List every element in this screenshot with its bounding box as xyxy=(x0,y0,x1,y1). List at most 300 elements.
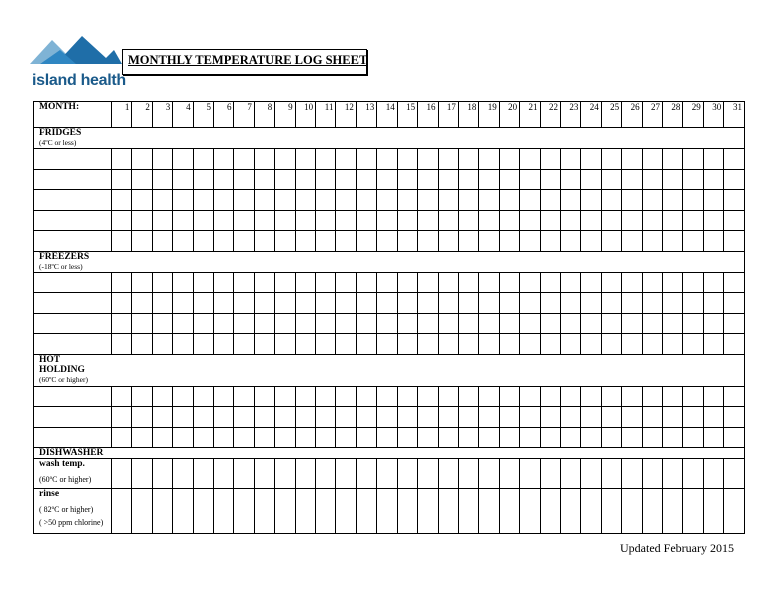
log-cell[interactable] xyxy=(601,407,621,428)
log-cell[interactable] xyxy=(152,407,172,428)
log-cell[interactable] xyxy=(438,459,458,489)
log-cell[interactable] xyxy=(560,190,580,211)
log-cell[interactable] xyxy=(662,210,682,231)
log-cell[interactable] xyxy=(642,210,662,231)
log-cell[interactable] xyxy=(316,427,336,448)
log-cell[interactable] xyxy=(418,272,438,293)
log-cell[interactable] xyxy=(254,293,274,314)
log-cell[interactable] xyxy=(295,459,315,489)
log-cell[interactable] xyxy=(560,169,580,190)
log-cell[interactable] xyxy=(132,169,152,190)
log-cell[interactable] xyxy=(397,427,417,448)
log-cell[interactable] xyxy=(520,190,540,211)
row-label-cell[interactable] xyxy=(34,231,112,252)
log-cell[interactable] xyxy=(356,231,376,252)
log-cell[interactable] xyxy=(112,293,132,314)
log-cell[interactable] xyxy=(601,386,621,407)
log-cell[interactable] xyxy=(152,334,172,355)
log-cell[interactable] xyxy=(458,489,478,534)
log-cell[interactable] xyxy=(662,272,682,293)
log-cell[interactable] xyxy=(193,407,213,428)
log-cell[interactable] xyxy=(275,313,295,334)
log-cell[interactable] xyxy=(662,313,682,334)
log-cell[interactable] xyxy=(173,313,193,334)
log-cell[interactable] xyxy=(479,190,499,211)
log-cell[interactable] xyxy=(418,489,438,534)
log-cell[interactable] xyxy=(132,293,152,314)
log-cell[interactable] xyxy=(642,231,662,252)
log-cell[interactable] xyxy=(295,210,315,231)
log-cell[interactable] xyxy=(295,489,315,534)
log-cell[interactable] xyxy=(356,190,376,211)
log-cell[interactable] xyxy=(724,427,745,448)
log-cell[interactable] xyxy=(132,407,152,428)
log-cell[interactable] xyxy=(295,169,315,190)
log-cell[interactable] xyxy=(622,210,642,231)
log-cell[interactable] xyxy=(316,313,336,334)
log-cell[interactable] xyxy=(275,231,295,252)
log-cell[interactable] xyxy=(724,489,745,534)
log-cell[interactable] xyxy=(152,149,172,170)
log-cell[interactable] xyxy=(173,293,193,314)
log-cell[interactable] xyxy=(438,386,458,407)
log-cell[interactable] xyxy=(336,169,356,190)
log-cell[interactable] xyxy=(438,334,458,355)
log-cell[interactable] xyxy=(418,190,438,211)
log-cell[interactable] xyxy=(560,149,580,170)
log-cell[interactable] xyxy=(724,313,745,334)
log-cell[interactable] xyxy=(152,190,172,211)
log-cell[interactable] xyxy=(356,489,376,534)
log-cell[interactable] xyxy=(683,231,703,252)
log-cell[interactable] xyxy=(377,386,397,407)
log-cell[interactable] xyxy=(520,334,540,355)
log-cell[interactable] xyxy=(234,272,254,293)
log-cell[interactable] xyxy=(152,272,172,293)
log-cell[interactable] xyxy=(724,293,745,314)
log-cell[interactable] xyxy=(377,293,397,314)
log-cell[interactable] xyxy=(132,489,152,534)
log-cell[interactable] xyxy=(662,427,682,448)
log-cell[interactable] xyxy=(499,407,519,428)
log-cell[interactable] xyxy=(642,169,662,190)
log-cell[interactable] xyxy=(724,272,745,293)
log-cell[interactable] xyxy=(479,293,499,314)
log-cell[interactable] xyxy=(601,272,621,293)
log-cell[interactable] xyxy=(499,190,519,211)
log-cell[interactable] xyxy=(254,169,274,190)
log-cell[interactable] xyxy=(234,427,254,448)
row-label-cell[interactable] xyxy=(34,169,112,190)
log-cell[interactable] xyxy=(642,407,662,428)
log-cell[interactable] xyxy=(214,489,234,534)
log-cell[interactable] xyxy=(540,386,560,407)
log-cell[interactable] xyxy=(724,149,745,170)
log-cell[interactable] xyxy=(234,334,254,355)
log-cell[interactable] xyxy=(581,313,601,334)
log-cell[interactable] xyxy=(581,459,601,489)
log-cell[interactable] xyxy=(540,489,560,534)
log-cell[interactable] xyxy=(356,334,376,355)
log-cell[interactable] xyxy=(703,149,723,170)
log-cell[interactable] xyxy=(275,149,295,170)
log-cell[interactable] xyxy=(724,386,745,407)
log-cell[interactable] xyxy=(581,169,601,190)
log-cell[interactable] xyxy=(724,190,745,211)
log-cell[interactable] xyxy=(683,313,703,334)
log-cell[interactable] xyxy=(234,210,254,231)
log-cell[interactable] xyxy=(336,334,356,355)
log-cell[interactable] xyxy=(520,231,540,252)
log-cell[interactable] xyxy=(642,272,662,293)
log-cell[interactable] xyxy=(132,386,152,407)
log-cell[interactable] xyxy=(356,272,376,293)
log-cell[interactable] xyxy=(601,427,621,448)
log-cell[interactable] xyxy=(214,459,234,489)
log-cell[interactable] xyxy=(336,386,356,407)
log-cell[interactable] xyxy=(458,386,478,407)
log-cell[interactable] xyxy=(418,427,438,448)
log-cell[interactable] xyxy=(601,293,621,314)
log-cell[interactable] xyxy=(316,231,336,252)
log-cell[interactable] xyxy=(397,386,417,407)
log-cell[interactable] xyxy=(173,427,193,448)
month-label-cell[interactable] xyxy=(34,102,112,128)
log-cell[interactable] xyxy=(724,334,745,355)
log-cell[interactable] xyxy=(397,210,417,231)
log-cell[interactable] xyxy=(458,293,478,314)
log-cell[interactable] xyxy=(112,210,132,231)
log-cell[interactable] xyxy=(683,210,703,231)
log-cell[interactable] xyxy=(418,407,438,428)
log-cell[interactable] xyxy=(295,407,315,428)
log-cell[interactable] xyxy=(234,169,254,190)
log-cell[interactable] xyxy=(560,407,580,428)
log-cell[interactable] xyxy=(214,293,234,314)
log-cell[interactable] xyxy=(581,190,601,211)
log-cell[interactable] xyxy=(418,210,438,231)
log-cell[interactable] xyxy=(234,293,254,314)
log-cell[interactable] xyxy=(336,313,356,334)
log-cell[interactable] xyxy=(132,190,152,211)
log-cell[interactable] xyxy=(458,272,478,293)
log-cell[interactable] xyxy=(112,459,132,489)
log-cell[interactable] xyxy=(662,231,682,252)
log-cell[interactable] xyxy=(540,272,560,293)
log-cell[interactable] xyxy=(642,293,662,314)
log-cell[interactable] xyxy=(683,272,703,293)
log-cell[interactable] xyxy=(683,149,703,170)
log-cell[interactable] xyxy=(214,190,234,211)
log-cell[interactable] xyxy=(703,459,723,489)
log-cell[interactable] xyxy=(377,407,397,428)
log-cell[interactable] xyxy=(703,427,723,448)
log-cell[interactable] xyxy=(275,210,295,231)
log-cell[interactable] xyxy=(132,313,152,334)
log-cell[interactable] xyxy=(479,386,499,407)
log-cell[interactable] xyxy=(377,334,397,355)
log-cell[interactable] xyxy=(254,427,274,448)
log-cell[interactable] xyxy=(622,169,642,190)
log-cell[interactable] xyxy=(642,190,662,211)
log-cell[interactable] xyxy=(683,407,703,428)
log-cell[interactable] xyxy=(234,313,254,334)
log-cell[interactable] xyxy=(295,334,315,355)
log-cell[interactable] xyxy=(601,190,621,211)
log-cell[interactable] xyxy=(622,149,642,170)
log-cell[interactable] xyxy=(275,169,295,190)
log-cell[interactable] xyxy=(356,313,376,334)
log-cell[interactable] xyxy=(622,272,642,293)
row-label-cell[interactable] xyxy=(34,313,112,334)
log-cell[interactable] xyxy=(377,313,397,334)
log-cell[interactable] xyxy=(418,334,438,355)
log-cell[interactable] xyxy=(499,459,519,489)
log-cell[interactable] xyxy=(560,210,580,231)
log-cell[interactable] xyxy=(254,231,274,252)
log-cell[interactable] xyxy=(377,149,397,170)
log-cell[interactable] xyxy=(438,489,458,534)
log-cell[interactable] xyxy=(703,489,723,534)
log-cell[interactable] xyxy=(295,272,315,293)
log-cell[interactable] xyxy=(254,407,274,428)
log-cell[interactable] xyxy=(132,427,152,448)
log-cell[interactable] xyxy=(479,407,499,428)
log-cell[interactable] xyxy=(703,190,723,211)
log-cell[interactable] xyxy=(418,293,438,314)
log-cell[interactable] xyxy=(397,407,417,428)
log-cell[interactable] xyxy=(275,489,295,534)
row-label-cell[interactable] xyxy=(34,407,112,428)
log-cell[interactable] xyxy=(520,427,540,448)
log-cell[interactable] xyxy=(499,272,519,293)
log-cell[interactable] xyxy=(377,231,397,252)
log-cell[interactable] xyxy=(336,190,356,211)
log-cell[interactable] xyxy=(642,334,662,355)
log-cell[interactable] xyxy=(254,386,274,407)
log-cell[interactable] xyxy=(234,489,254,534)
row-label-cell[interactable] xyxy=(34,149,112,170)
log-cell[interactable] xyxy=(479,149,499,170)
log-cell[interactable] xyxy=(316,210,336,231)
log-cell[interactable] xyxy=(438,407,458,428)
log-cell[interactable] xyxy=(193,231,213,252)
log-cell[interactable] xyxy=(724,231,745,252)
log-cell[interactable] xyxy=(418,386,438,407)
log-cell[interactable] xyxy=(560,272,580,293)
log-cell[interactable] xyxy=(479,272,499,293)
log-cell[interactable] xyxy=(112,334,132,355)
log-cell[interactable] xyxy=(112,190,132,211)
log-cell[interactable] xyxy=(214,231,234,252)
log-cell[interactable] xyxy=(275,272,295,293)
log-cell[interactable] xyxy=(132,210,152,231)
row-label-cell[interactable] xyxy=(34,293,112,314)
log-cell[interactable] xyxy=(703,210,723,231)
log-cell[interactable] xyxy=(316,149,336,170)
log-cell[interactable] xyxy=(479,169,499,190)
log-cell[interactable] xyxy=(479,489,499,534)
log-cell[interactable] xyxy=(356,407,376,428)
log-cell[interactable] xyxy=(724,210,745,231)
log-cell[interactable] xyxy=(520,169,540,190)
log-cell[interactable] xyxy=(173,149,193,170)
log-cell[interactable] xyxy=(581,386,601,407)
log-cell[interactable] xyxy=(560,293,580,314)
log-cell[interactable] xyxy=(336,489,356,534)
log-cell[interactable] xyxy=(132,334,152,355)
log-cell[interactable] xyxy=(499,231,519,252)
log-cell[interactable] xyxy=(683,386,703,407)
log-cell[interactable] xyxy=(662,334,682,355)
log-cell[interactable] xyxy=(601,210,621,231)
log-cell[interactable] xyxy=(214,427,234,448)
log-cell[interactable] xyxy=(254,489,274,534)
log-cell[interactable] xyxy=(275,407,295,428)
log-cell[interactable] xyxy=(601,169,621,190)
log-cell[interactable] xyxy=(622,190,642,211)
log-cell[interactable] xyxy=(479,313,499,334)
log-cell[interactable] xyxy=(601,334,621,355)
log-cell[interactable] xyxy=(662,169,682,190)
log-cell[interactable] xyxy=(540,427,560,448)
log-cell[interactable] xyxy=(458,334,478,355)
log-cell[interactable] xyxy=(295,231,315,252)
row-label-cell[interactable] xyxy=(34,386,112,407)
log-cell[interactable] xyxy=(397,313,417,334)
log-cell[interactable] xyxy=(152,231,172,252)
log-cell[interactable] xyxy=(132,149,152,170)
log-cell[interactable] xyxy=(275,386,295,407)
log-cell[interactable] xyxy=(234,386,254,407)
log-cell[interactable] xyxy=(662,489,682,534)
log-cell[interactable] xyxy=(458,190,478,211)
log-cell[interactable] xyxy=(316,293,336,314)
log-cell[interactable] xyxy=(438,427,458,448)
log-cell[interactable] xyxy=(377,190,397,211)
log-cell[interactable] xyxy=(193,149,213,170)
log-cell[interactable] xyxy=(173,231,193,252)
log-cell[interactable] xyxy=(336,272,356,293)
log-cell[interactable] xyxy=(234,459,254,489)
log-cell[interactable] xyxy=(275,334,295,355)
log-cell[interactable] xyxy=(112,313,132,334)
log-cell[interactable] xyxy=(173,489,193,534)
log-cell[interactable] xyxy=(112,272,132,293)
log-cell[interactable] xyxy=(254,190,274,211)
log-cell[interactable] xyxy=(275,427,295,448)
log-cell[interactable] xyxy=(112,231,132,252)
log-cell[interactable] xyxy=(316,190,336,211)
log-cell[interactable] xyxy=(397,489,417,534)
log-cell[interactable] xyxy=(724,459,745,489)
log-cell[interactable] xyxy=(540,231,560,252)
log-cell[interactable] xyxy=(540,293,560,314)
log-cell[interactable] xyxy=(316,407,336,428)
log-cell[interactable] xyxy=(214,386,234,407)
log-cell[interactable] xyxy=(295,190,315,211)
log-cell[interactable] xyxy=(173,190,193,211)
log-cell[interactable] xyxy=(458,407,478,428)
log-cell[interactable] xyxy=(336,293,356,314)
log-cell[interactable] xyxy=(683,334,703,355)
log-cell[interactable] xyxy=(132,272,152,293)
log-cell[interactable] xyxy=(560,427,580,448)
log-cell[interactable] xyxy=(336,210,356,231)
log-cell[interactable] xyxy=(520,407,540,428)
log-cell[interactable] xyxy=(581,334,601,355)
log-cell[interactable] xyxy=(377,489,397,534)
log-cell[interactable] xyxy=(499,169,519,190)
log-cell[interactable] xyxy=(662,190,682,211)
log-cell[interactable] xyxy=(214,169,234,190)
log-cell[interactable] xyxy=(622,427,642,448)
log-cell[interactable] xyxy=(499,210,519,231)
log-cell[interactable] xyxy=(112,489,132,534)
log-cell[interactable] xyxy=(622,459,642,489)
log-cell[interactable] xyxy=(458,427,478,448)
log-cell[interactable] xyxy=(356,386,376,407)
log-cell[interactable] xyxy=(356,169,376,190)
log-cell[interactable] xyxy=(540,334,560,355)
log-cell[interactable] xyxy=(418,169,438,190)
log-cell[interactable] xyxy=(703,407,723,428)
log-cell[interactable] xyxy=(132,459,152,489)
log-cell[interactable] xyxy=(581,427,601,448)
log-cell[interactable] xyxy=(622,386,642,407)
log-cell[interactable] xyxy=(377,427,397,448)
log-cell[interactable] xyxy=(397,334,417,355)
log-cell[interactable] xyxy=(499,489,519,534)
log-cell[interactable] xyxy=(703,386,723,407)
row-label-cell[interactable] xyxy=(34,272,112,293)
log-cell[interactable] xyxy=(581,407,601,428)
log-cell[interactable] xyxy=(214,407,234,428)
log-cell[interactable] xyxy=(479,210,499,231)
log-cell[interactable] xyxy=(316,272,336,293)
row-label-cell[interactable] xyxy=(34,427,112,448)
log-cell[interactable] xyxy=(499,149,519,170)
log-cell[interactable] xyxy=(193,427,213,448)
log-cell[interactable] xyxy=(193,459,213,489)
log-cell[interactable] xyxy=(499,427,519,448)
log-cell[interactable] xyxy=(479,334,499,355)
log-cell[interactable] xyxy=(601,231,621,252)
log-cell[interactable] xyxy=(499,313,519,334)
log-cell[interactable] xyxy=(458,169,478,190)
log-cell[interactable] xyxy=(316,169,336,190)
log-cell[interactable] xyxy=(540,169,560,190)
log-cell[interactable] xyxy=(703,231,723,252)
log-cell[interactable] xyxy=(642,386,662,407)
log-cell[interactable] xyxy=(540,149,560,170)
log-cell[interactable] xyxy=(560,459,580,489)
log-cell[interactable] xyxy=(173,210,193,231)
log-cell[interactable] xyxy=(520,293,540,314)
log-cell[interactable] xyxy=(336,459,356,489)
log-cell[interactable] xyxy=(336,149,356,170)
log-cell[interactable] xyxy=(152,459,172,489)
log-cell[interactable] xyxy=(173,169,193,190)
log-cell[interactable] xyxy=(458,459,478,489)
log-cell[interactable] xyxy=(520,210,540,231)
log-cell[interactable] xyxy=(112,427,132,448)
log-cell[interactable] xyxy=(540,459,560,489)
log-cell[interactable] xyxy=(479,427,499,448)
log-cell[interactable] xyxy=(193,190,213,211)
log-cell[interactable] xyxy=(234,407,254,428)
log-cell[interactable] xyxy=(683,427,703,448)
